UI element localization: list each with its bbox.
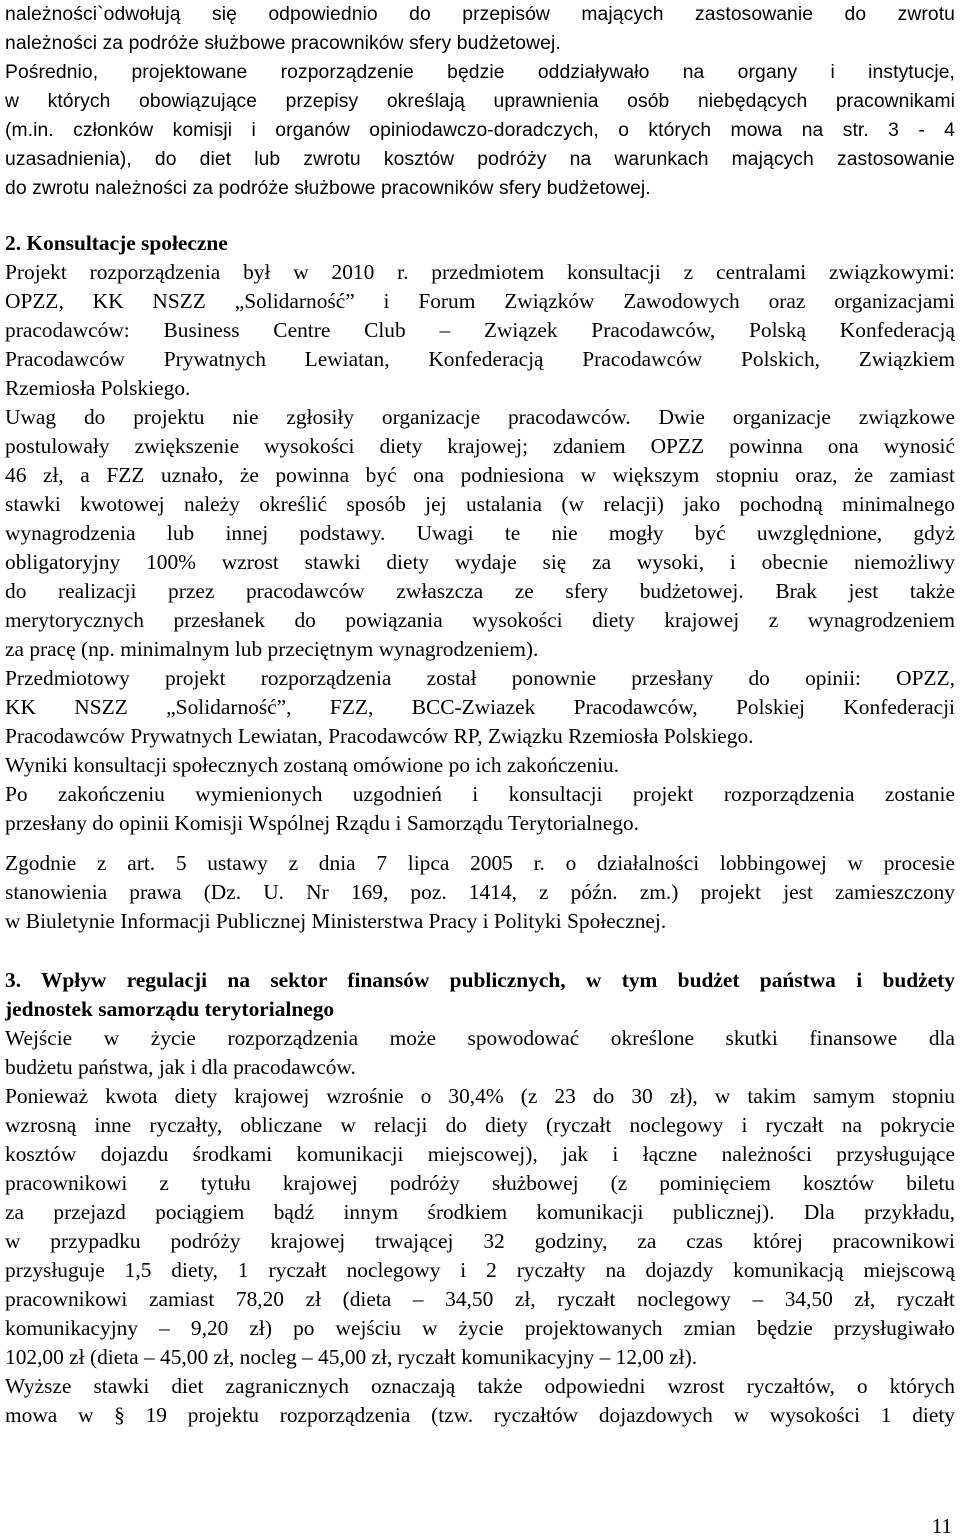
text-line: postulowały zwiększenie wysokości diety krajowej; zdaniem OPZZ powinna ona wynosić [5,434,955,458]
text-line: mowa w § 19 projektu rozporządzenia (tzw. ryczałtów dojazdowych w wysokości 1 diety [5,1403,955,1427]
text-line: Ponieważ kwota diety krajowej wzrośnie o 30,4% (z 23 do 30 zł), w takim samym stopniu [5,1084,955,1108]
text-line: pracownikowi z tytułu krajowej podróży służbowej (z pominięciem kosztów biletu [5,1171,955,1195]
text-line: przysługuje 1,5 diety, 1 ryczałt noclegowy i 2 ryczałty na dojazdy komunikacją miejscową [5,1258,955,1282]
text-line: Zgodnie z art. 5 ustawy z dnia 7 lipca 2005 r. o działalności lobbingowej w procesie [5,851,955,875]
text-line: w których obowiązujące przepisy określają uprawnienia osób niebędących pracownikami [5,91,955,112]
text-line: do realizacji przez pracodawców zwłaszcza ze sfery budżetowej. Brak jest także [5,579,955,603]
text-line: Wejście w życie rozporządzenia może spowodować określone skutki finansowe dla [5,1026,955,1050]
text-line: Wyższe stawki diet zagranicznych oznaczają także odpowiedni wzrost ryczałtów, o których [5,1374,955,1398]
text-line: uzasadnienia), do diet lub zwrotu kosztów podróży na warunkach mających zastosowanie [5,149,955,170]
text-line: 102,00 zł (dieta – 45,00 zł, nocleg – 45,00 zł, ryczałt komunikacyjny – 12,00 zł). [5,1345,698,1369]
text-line: w przypadku podróży krajowej trwającej 32 godziny, za czas której pracownikowi [5,1229,955,1253]
text-line: za przejazd pociągiem bądź innym środkiem komunikacji publicznej). Dla przykładu, [5,1200,955,1224]
text-line: wynagrodzenia lub innej podstawy. Uwagi te nie mogły być uwzględnione, gdyż [5,521,955,545]
text-line: należności`odwołują się odpowiednio do przepisów mających zastosowanie do zwrotu [5,4,955,25]
text-line: Wyniki konsultacji społecznych zostaną omówione po ich zakończeniu. [5,753,620,777]
text-line: merytorycznych przesłanek do powiązania wysokości diety krajowej z wynagrodzeniem [5,608,955,632]
text-line: za pracę (np. minimalnym lub przeciętnym wynagrodzeniem). [5,637,539,661]
text-line: komunikacyjny – 9,20 zł) po wejściu w życie projektowanych zmian będzie przysługiwało [5,1316,955,1340]
text-line: Po zakończeniu wymienionych uzgodnień i konsultacji projekt rozporządzenia zostanie [5,782,955,806]
text-line: w Biuletynie Informacji Publicznej Ministerstwa Pracy i Polityki Społecznej. [5,909,667,933]
page-number: 11 [931,1514,952,1538]
text-line: KK NSZZ „Solidarność”, FZZ, BCC-Zwiazek Pracodawców, Polskiej Konfederacji [5,695,955,719]
text-line: Pośrednio, projektowane rozporządzenie będzie oddziaływało na organy i instytucje, [5,62,955,83]
text-line: (m.in. członków komisji i organów opiniodawczo-doradczych, o których mowa na str. 3 - 4 [5,120,955,141]
text-line: przesłany do opinii Komisji Wspólnej Rządu i Samorządu Terytorialnego. [5,811,639,835]
text-line: kosztów dojazdu środkami komunikacji miejscowej), jak i łączne należności przysługujące [5,1142,955,1166]
text-line: obligatoryjny 100% wzrost stawki diety wydaje się za wysoki, i obecnie niemożliwy [5,550,955,574]
text-line: OPZZ, KK NSZZ „Solidarność” i Forum Związków Zawodowych oraz organizacjami [5,289,955,313]
text-line: pracodawców: Business Centre Club – Związek Pracodawców, Polską Konfederacją [5,318,955,342]
text-line: stawki kwotowej należy określić sposób jej ustalania (w relacji) jako pochodną minimalnego [5,492,955,516]
section-heading: 2. Konsultacje społeczne [5,231,228,255]
text-line: Przedmiotowy projekt rozporządzenia został ponownie przesłany do opinii: OPZZ, [5,666,955,690]
text-line: pracownikowi zamiast 78,20 zł (dieta – 34,50 zł, ryczałt noclegowy – 34,50 zł, ryczałt [5,1287,955,1311]
text-line: Rzemiosła Polskiego. [5,376,191,400]
text-line: stanowienia prawa (Dz. U. Nr 169, poz. 1414, z późn. zm.) projekt jest zamieszczony [5,880,955,904]
text-line: 46 zł, a FZZ uznało, że powinna być ona podniesiona w większym stopniu oraz, że zamiast [5,463,955,487]
text-line: Projekt rozporządzenia był w 2010 r. przedmiotem konsultacji z centralami związkowymi: [5,260,955,284]
section-heading: 3. Wpływ regulacji na sektor finansów publicznych, w tym budżet państwa i budżety [5,968,955,992]
text-line: wzrosną inne ryczałty, obliczane w relacji do diety (ryczałt noclegowy i ryczałt na pokrycie [5,1113,955,1137]
text-line: należności za podróże służbowe pracowników sfery budżetowej. [5,33,561,54]
text-line: Pracodawców Prywatnych Lewiatan, Pracodawców RP, Związku Rzemiosła Polskiego. [5,724,754,748]
text-line: Uwag do projektu nie zgłosiły organizacje pracodawców. Dwie organizacje związkowe [5,405,955,429]
text-line: do zwrotu należności za podróże służbowe pracowników sfery budżetowej. [5,178,651,199]
section-heading: jednostek samorządu terytorialnego [5,997,335,1021]
text-line: budżetu państwa, jak i dla pracodawców. [5,1055,356,1079]
text-line: Pracodawców Prywatnych Lewiatan, Konfederacją Pracodawców Polskich, Związkiem [5,347,955,371]
